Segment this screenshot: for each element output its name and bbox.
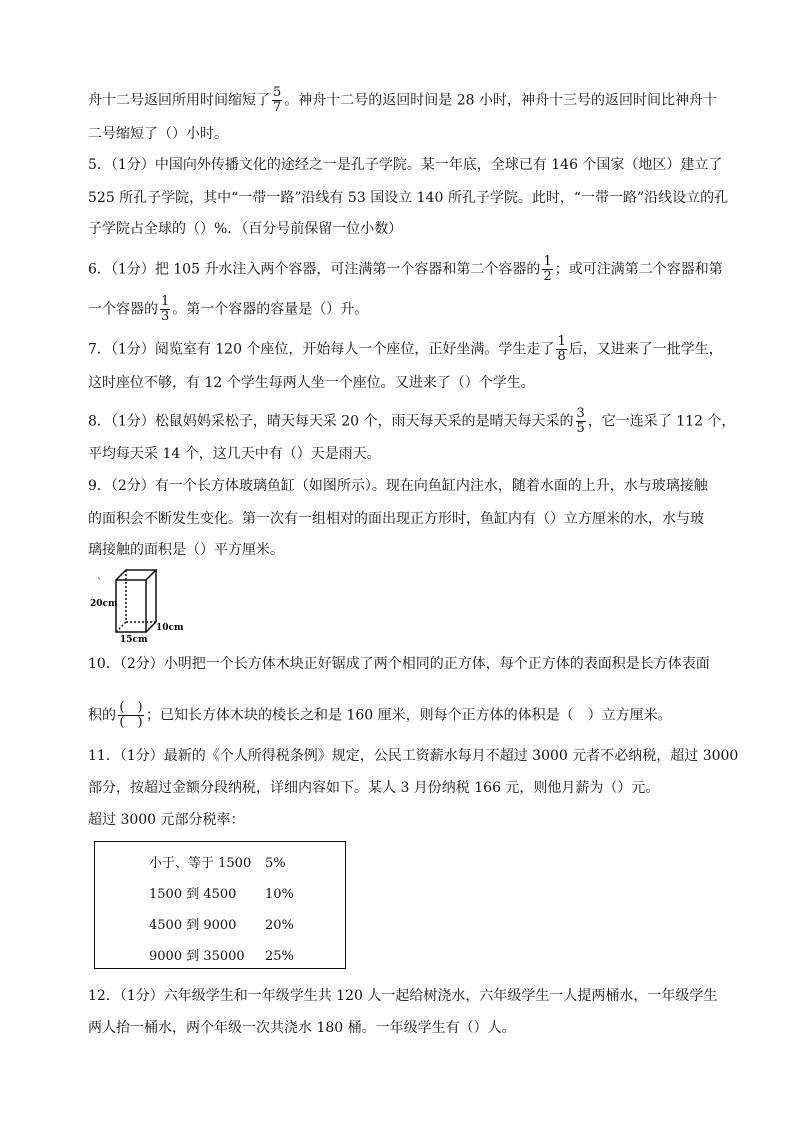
width-label: 10cm [156, 623, 184, 633]
text: 一个容器的 [88, 301, 158, 318]
q11-line-2 [88, 778, 659, 798]
cuboid-top-edges [116, 570, 156, 580]
text: 这时座位不够，有 12 个学生每两人坐一个座位。又进来了（）个学生。 [88, 375, 535, 391]
text: 。神舟十二号的返回时间是 28 小时，神舟十三号的返回时间比神舟十 [284, 92, 717, 109]
q9-line-3 [88, 540, 284, 560]
q5-line-1 [88, 155, 722, 175]
numerator: 3 [576, 406, 585, 421]
text: 二号缩短了（）小时。 [88, 126, 228, 142]
stray-mark: ` [97, 578, 102, 589]
cuboid-front-face [116, 580, 146, 632]
denominator: 3 [161, 309, 170, 324]
fraction-5-7 [272, 86, 282, 115]
text: 积的 [88, 707, 116, 724]
text: 舟十二号返回所用时间缩短了 [88, 92, 270, 109]
text: 。第一个容器的容量是（）升。 [172, 301, 369, 318]
text: 两人抬一桶水，两个年级一次共浇水 180 桶。一年级学生有（）人。 [88, 1020, 516, 1036]
q9-line-2 [88, 509, 704, 529]
q11-line-1 [88, 746, 738, 766]
blank-denominator: ( ) [119, 715, 143, 730]
text: 部分，按超过金额分段纳税，详细内容如下。某人 3 月份纳税 166 元，则他月薪为（）元。 [88, 780, 660, 796]
q10-line-1 [88, 654, 710, 674]
q9-line-1 [88, 476, 708, 496]
text: 平均每天采 14 个，这几天中有（）天是雨天。 [88, 446, 381, 462]
tax-rate-table [94, 841, 346, 969]
fraction-3-5 [576, 407, 586, 436]
text: 后，又进来了一批学生， [568, 341, 723, 358]
text: ，它一连采了 112 个， [587, 413, 736, 430]
text: 的面积会不断发生变化。第一次有一组相对的面出现正方形时，鱼缸内有（）立方厘米的水，水与玻 [88, 511, 704, 527]
text: ；已知长方体木块的棱长之和是 160 厘米，则每个正方体的体积是（ ）立方厘米。 [146, 707, 672, 724]
numerator: 1 [557, 334, 566, 349]
text: 525 所孔子学院，其中“一带一路”沿线有 53 国设立 140 所孔子学院。此时，“一带一路”沿线设立的孔 [88, 190, 729, 206]
numerator: 1 [543, 254, 552, 269]
q5-line-3 [88, 219, 402, 239]
tax-rate: 10% [265, 887, 294, 902]
q8-line-2 [88, 444, 381, 464]
q6-line-2 [88, 295, 368, 324]
numerator: 1 [161, 294, 170, 309]
q12-line-1 [88, 986, 717, 1006]
q10-line-2 [88, 701, 672, 730]
tax-rate: 5% [265, 856, 286, 871]
tax-row [149, 945, 294, 964]
blank-fraction [118, 701, 144, 730]
text: 6．（1分）把 105 升水注入两个容器，可注满第一个容器和第二个容器的 [88, 261, 541, 278]
text: 7．（1分）阅览室有 120 个座位，开始每人一个座位，正好坐满。学生走了 [88, 341, 555, 358]
height-label: 20cm [90, 599, 118, 609]
numerator: 5 [273, 85, 282, 100]
tax-range: 小于、等于 1500 [149, 856, 252, 871]
text: 子学院占全球的（）%．（百分号前保留一位小数） [88, 221, 403, 237]
tax-row [149, 852, 286, 871]
text: 超过 3000 元部分税率： [88, 812, 245, 828]
tax-rate: 25% [265, 949, 294, 964]
tax-range: 4500 到 9000 [149, 918, 237, 933]
tax-range: 9000 到 35000 [149, 949, 245, 964]
denominator: 5 [576, 421, 585, 436]
text: 5．（1分）中国向外传播文化的途经之一是孔子学院。某一年底，全球已有 146 个国家（地区）建立了 [88, 157, 723, 173]
length-label: 15cm [120, 635, 148, 645]
q5-line-2 [88, 188, 728, 208]
text: 璃接触的面积是（）平方厘米。 [88, 542, 284, 558]
text: 11．（1分）最新的《个人所得税条例》规定，公民工资薪水每月不超过 3000 元者不必纳税，超过 3000 [88, 748, 739, 764]
denominator: 7 [273, 100, 282, 115]
text: ；或可注满第二个容器和第 [554, 261, 723, 278]
text: 9．（2分）有一个长方体玻璃鱼缸（如图所示）。现在向鱼缸内注水，随着水面的上升，水与玻璃接触 [88, 478, 708, 494]
denominator: 2 [543, 269, 552, 284]
fish-tank-cuboid-figure [88, 566, 198, 646]
q6-line-1 [88, 255, 723, 284]
q12-line-2 [88, 1018, 516, 1038]
q4-continuation-line-2 [88, 124, 228, 144]
text: 10．（2分）小明把一个长方体木块正好锯成了两个相同的正方体，每个正方体的表面积是长方体表面 [88, 656, 710, 672]
tax-row [149, 914, 294, 933]
q7-line-1 [88, 335, 723, 364]
cuboid-bottom-right-edge [146, 622, 156, 632]
denominator: 8 [557, 349, 566, 364]
q11-line-3 [88, 810, 245, 830]
blank-numerator: ( ) [119, 700, 143, 715]
q8-line-1 [88, 407, 735, 436]
fraction-1-3 [160, 295, 170, 324]
q4-continuation-line-1 [88, 86, 717, 115]
text: 12．（1分）六年级学生和一年级学生共 120 人一起给树浇水，六年级学生一人提两桶水，一年级学生 [88, 988, 718, 1004]
tax-range: 1500 到 4500 [149, 887, 237, 902]
fraction-1-8 [556, 335, 566, 364]
tax-rate: 20% [265, 918, 294, 933]
fraction-1-2 [542, 255, 552, 284]
tax-row [149, 883, 294, 902]
cuboid-hidden-depth-edge [116, 622, 126, 632]
text: 8．（1分）松鼠妈妈采松子，晴天每天采 20 个，雨天每天采的是晴天每天采的 [88, 413, 574, 430]
q7-line-2 [88, 373, 535, 393]
